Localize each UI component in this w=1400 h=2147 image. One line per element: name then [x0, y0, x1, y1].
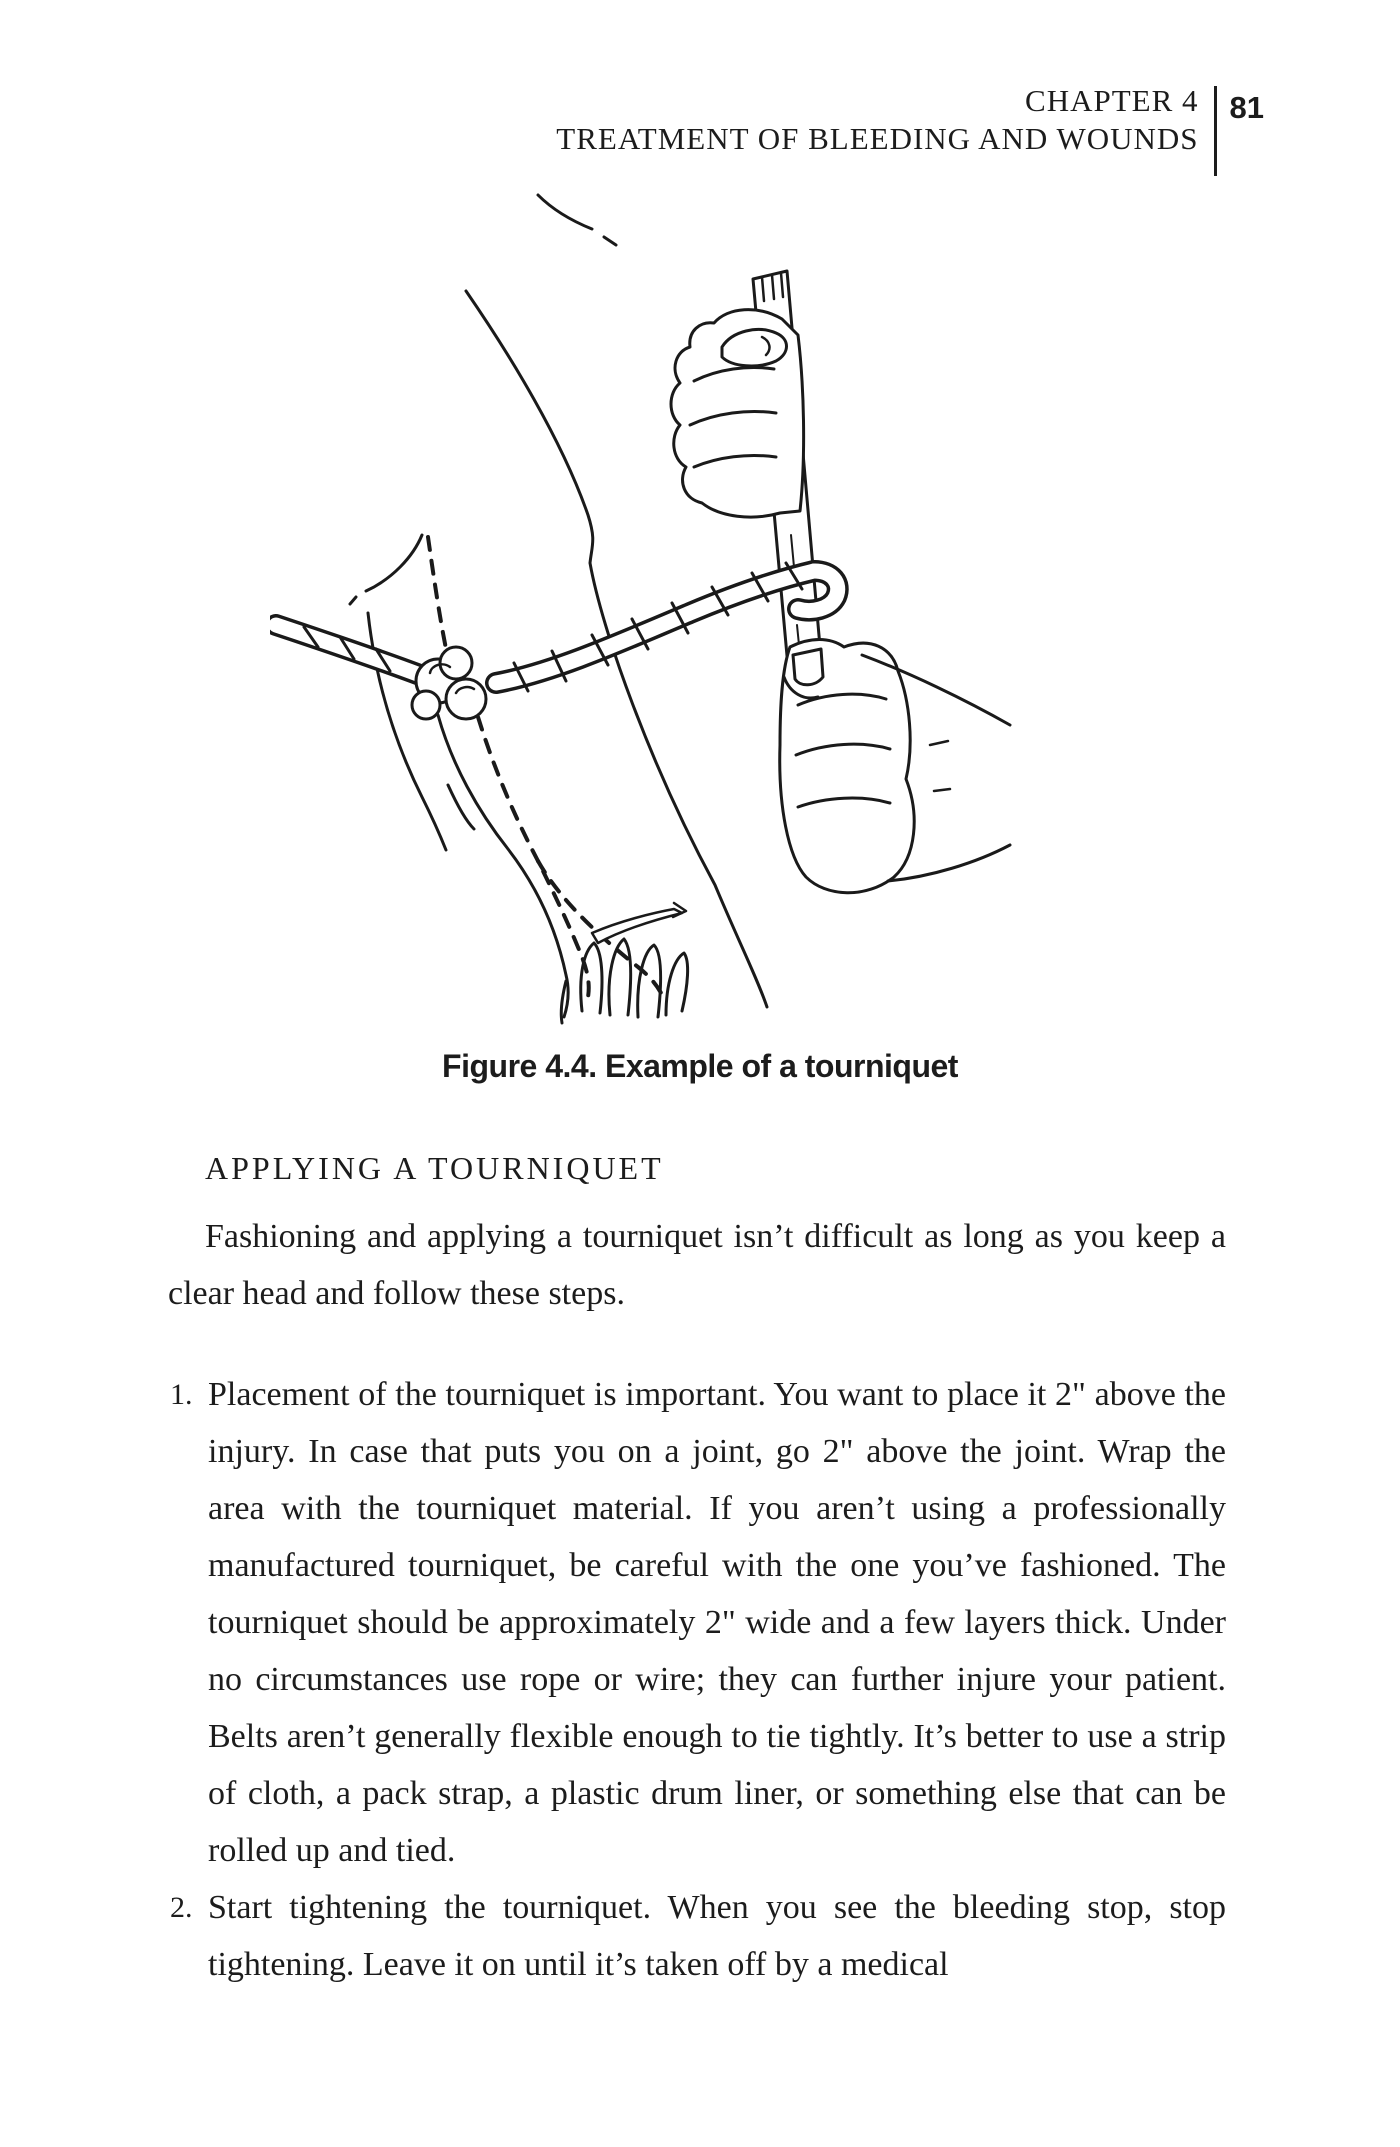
- chapter-label: CHAPTER 4: [1025, 83, 1199, 118]
- step-number: 2.: [170, 1891, 193, 1924]
- tourniquet-illustration: [270, 185, 1030, 1045]
- step-text: Start tightening the tourniquet. When you see the bleeding stop, stop tightening. Leave it on until it’s taken off by a medical: [208, 1889, 1226, 1983]
- upper-fist: [671, 310, 804, 517]
- chapter-block: [556, 82, 1198, 158]
- tourniquet-figure: [270, 185, 1030, 1045]
- tourniquet-band: [276, 563, 838, 719]
- page-header: [556, 82, 1264, 176]
- header-divider: [1214, 86, 1217, 176]
- figure-caption: Figure 4.4. Example of a tourniquet: [442, 1048, 958, 1084]
- step-text: Placement of the tourniquet is important. You want to place it 2" above the injury. In case that puts you on a joint, go 2" above the joint. Wrap the area with the tourniquet material. If you aren’t using a professionally manufactured tourniquet, be careful with the one you’ve fashioned. The tourniquet should be approximately 2" wide and a few layers thick. Under no circumstances use rope or wire; they can further injure your patient. Belts aren’t generally flexible enough to tie tightly. It’s better to use a strip of cloth, a pack strap, a plastic drum liner, or something else that can be rolled up and tied.: [208, 1376, 1226, 1869]
- step-item-1: [168, 1366, 1226, 1879]
- step-number: 1.: [170, 1378, 193, 1411]
- lower-hand: [780, 640, 1010, 893]
- step-item-2: [168, 1879, 1226, 1993]
- patient-hand: [561, 939, 687, 1023]
- intro-paragraph: Fashioning and applying a tourniquet isn’t difficult as long as you keep a clear head and follow these steps.: [168, 1218, 1226, 1312]
- steps-list: [168, 1366, 1226, 1993]
- band-knot: [412, 647, 486, 719]
- chapter-title: TREATMENT OF BLEEDING AND WOUNDS: [556, 121, 1199, 156]
- page-number: 81: [1229, 90, 1264, 125]
- section-heading: APPLYING A TOURNIQUET: [205, 1150, 664, 1186]
